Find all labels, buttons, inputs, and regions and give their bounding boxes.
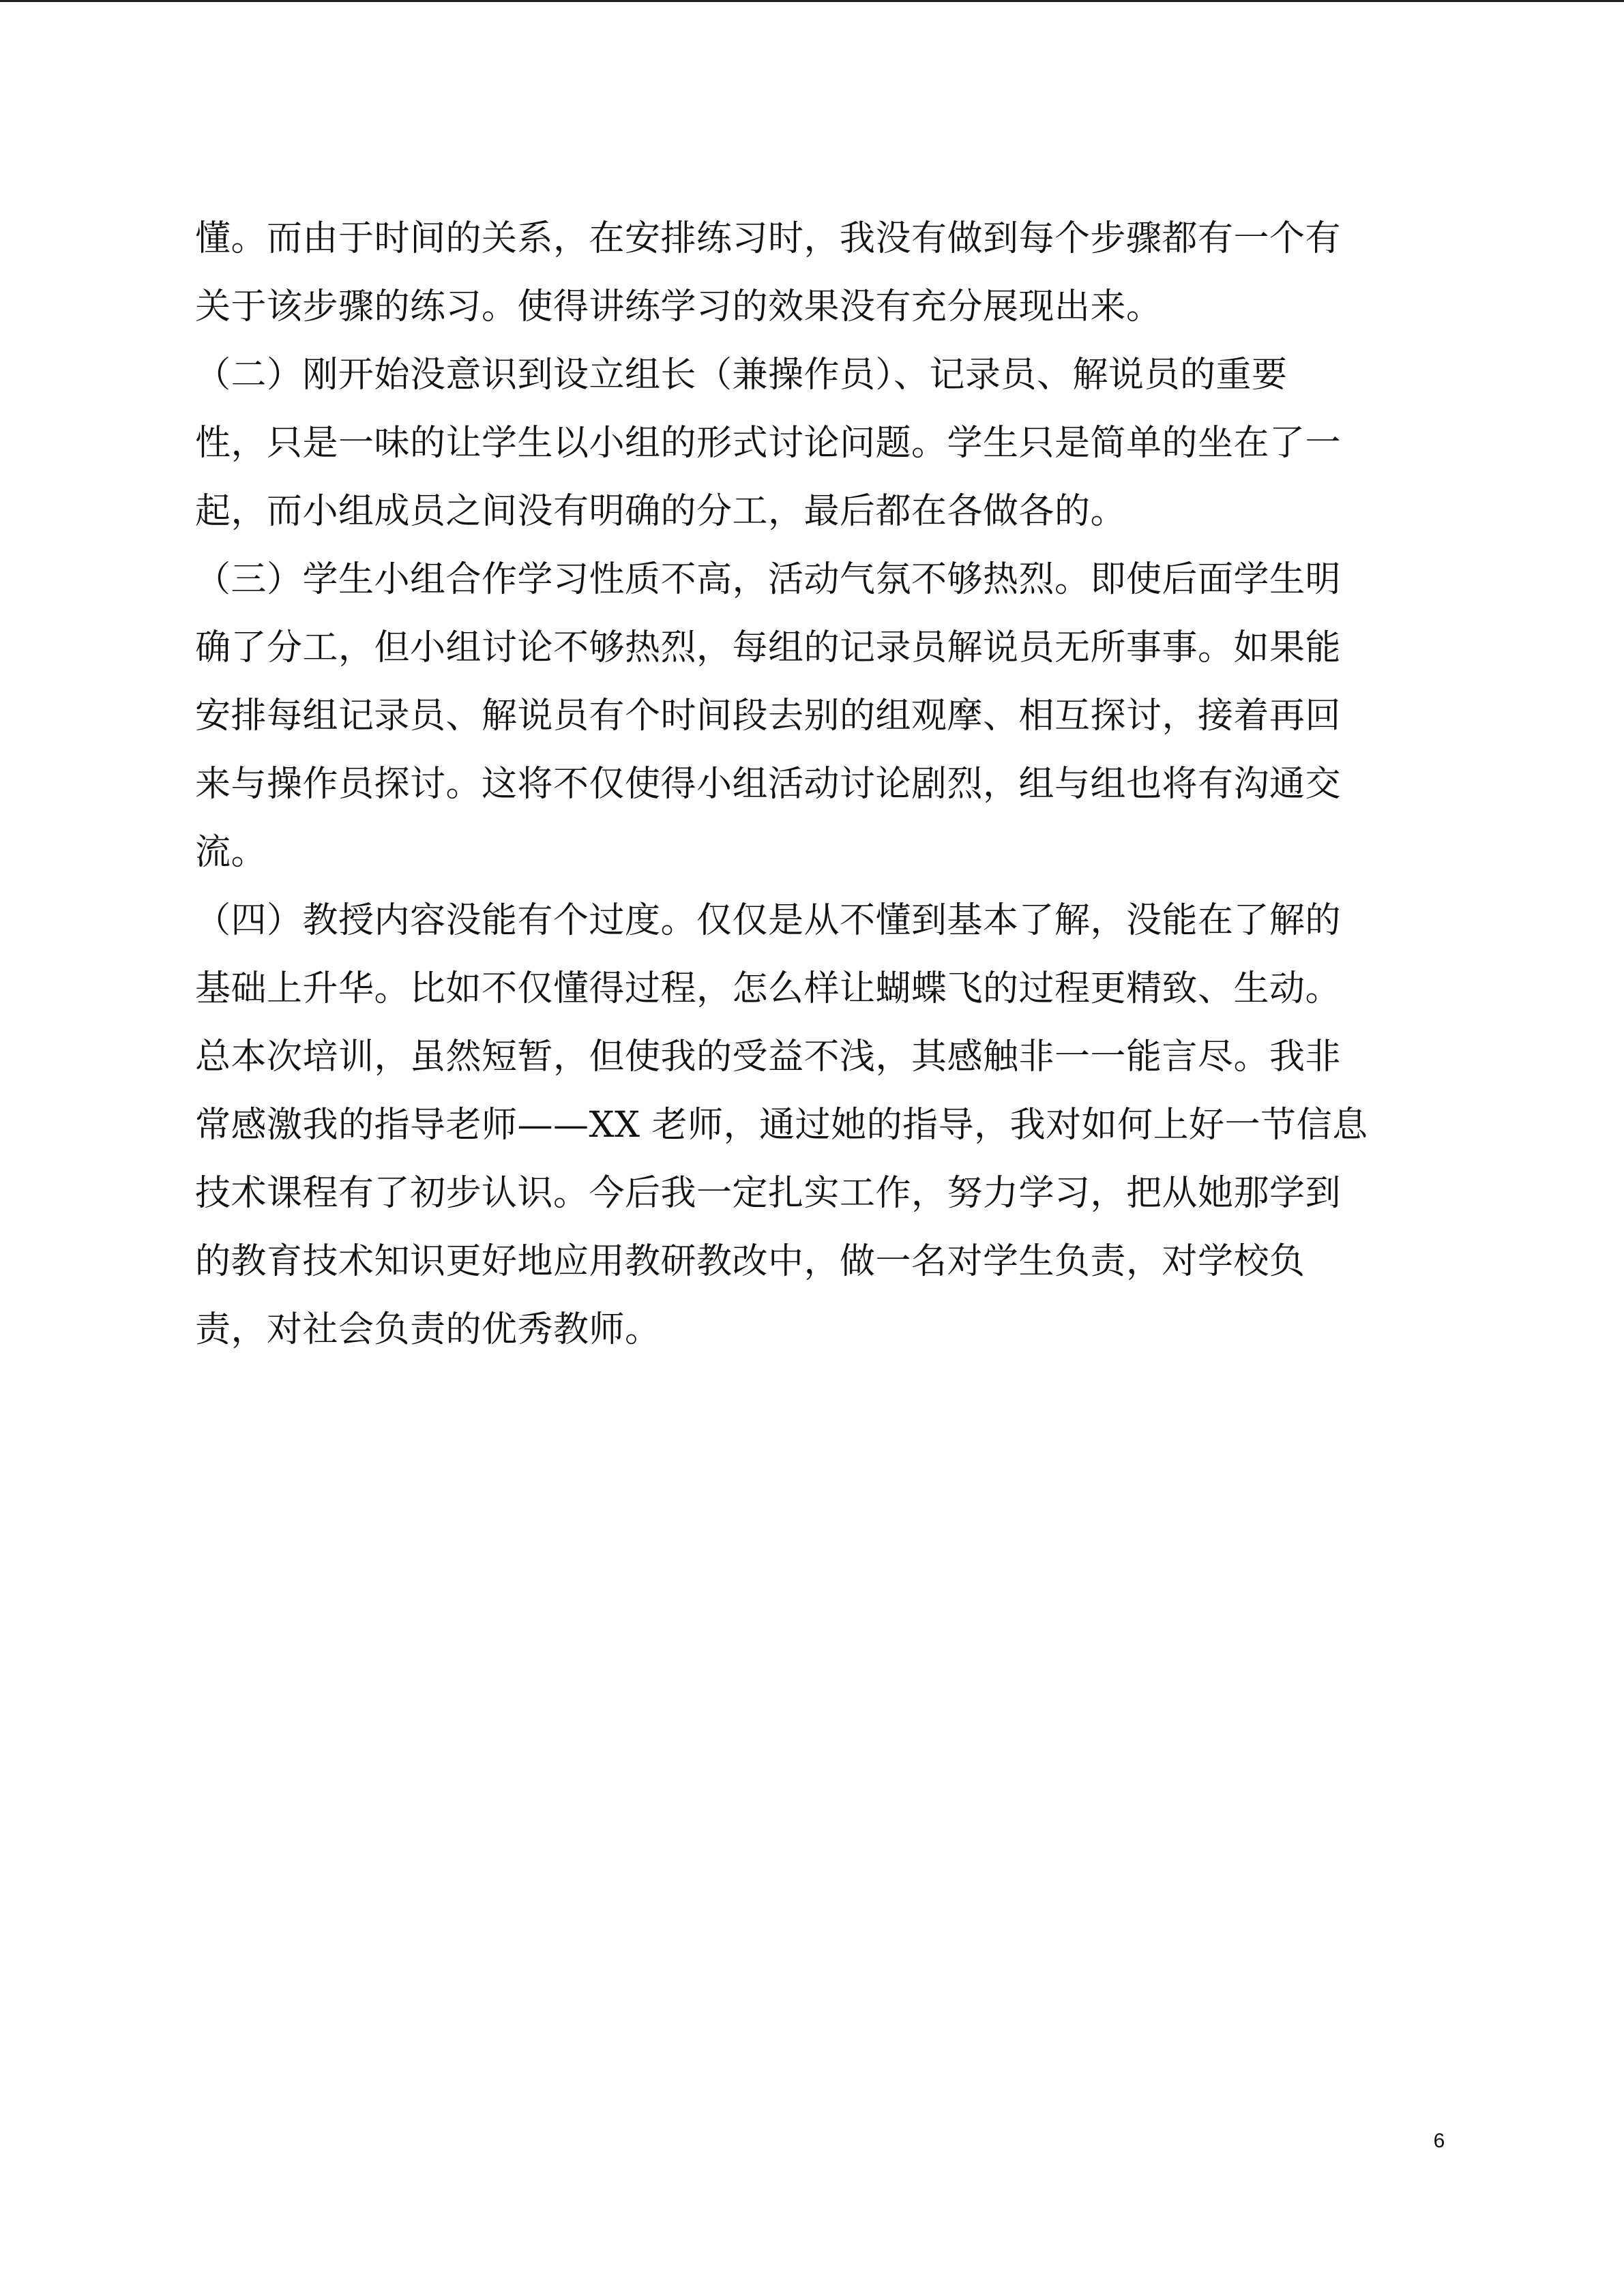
text-line: 关于该步骤的练习。使得讲练学习的效果没有充分展现出来。 bbox=[195, 286, 1162, 327]
top-border-line bbox=[0, 0, 1624, 2]
text-line: 总本次培训，虽然短暂，但使我的受益不浅，其感触非一一能言尽。我非 bbox=[195, 1037, 1342, 1077]
text-line: 基础上升华。比如不仅懂得过程，怎么样让蝴蝶飞的过程更精致、生动。 bbox=[195, 968, 1342, 1009]
text-line: 安排每组记录员、解说员有个时间段去别的组观摩、相互探讨，接着再回 bbox=[195, 696, 1342, 736]
text-line: 常感激我的指导老师——XX 老师，通过她的指导，我对如何上好一节信息 bbox=[195, 1105, 1368, 1146]
text-line: 性，只是一味的让学生以小组的形式讨论问题。学生只是简单的坐在了一 bbox=[195, 423, 1342, 464]
page-number: 6 bbox=[1433, 2130, 1445, 2152]
text-line: 起，而小组成员之间没有明确的分工，最后都在各做各的。 bbox=[195, 491, 1127, 532]
text-line: 流。 bbox=[195, 832, 267, 873]
text-line: 责，对社会负责的优秀教师。 bbox=[195, 1309, 661, 1350]
text-line: （三）学生小组合作学习性质不高，活动气氛不够热烈。即使后面学生明 bbox=[195, 559, 1342, 600]
text-line: 确了分工，但小组讨论不够热烈，每组的记录员解说员无所事事。如果能 bbox=[195, 627, 1342, 668]
text-line: 技术课程有了初步认识。今后我一定扎实工作，努力学习，把从她那学到 bbox=[195, 1173, 1342, 1214]
text-line: 懂。而由于时间的关系，在安排练习时，我没有做到每个步骤都有一个有 bbox=[195, 218, 1342, 259]
body-text bbox=[195, 205, 1436, 1364]
text-line: （四）教授内容没能有个过度。仅仅是从不懂到基本了解，没能在了解的 bbox=[195, 900, 1342, 941]
text-line: 的教育技术知识更好地应用教研教改中，做一名对学生负责，对学校负 bbox=[195, 1241, 1305, 1282]
text-line: （二）刚开始没意识到设立组长（兼操作员）、记录员、解说员的重要 bbox=[195, 355, 1288, 396]
text-line: 来与操作员探讨。这将不仅使得小组活动讨论剧烈，组与组也将有沟通交 bbox=[195, 764, 1342, 805]
